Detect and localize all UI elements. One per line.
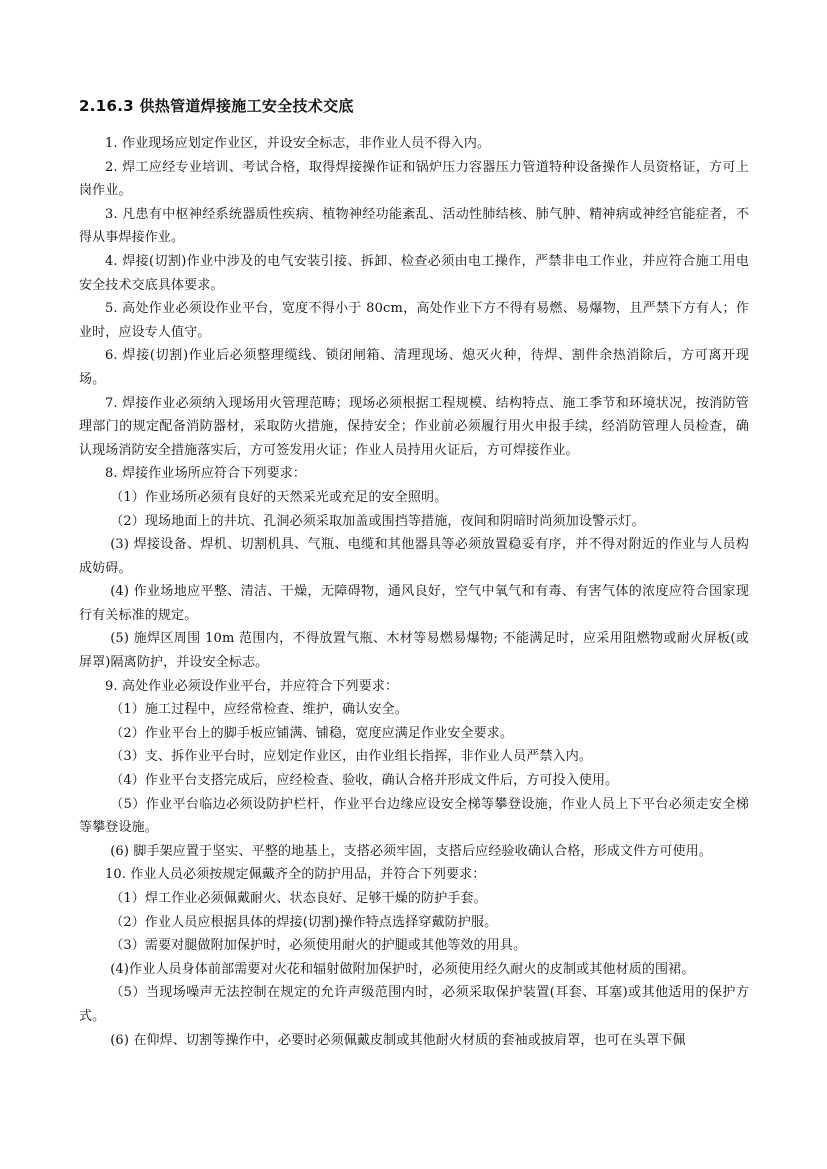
item-9-2: （2）作业平台上的脚手板应铺满、铺稳，宽度应满足作业安全要求。 bbox=[110, 725, 514, 741]
item-7: 7. 焊接作业必须纳入现场用火管理范畴；现场必须根据工程规模、结构特点、施工季节和环境状况，按消防管理部门的规定配备消防器材，采取防火措施，保持安全；作业前必须履行用火申报手续，经消防管理人员检查，确认现场消防安全措施落实后，方可签发用火证；作业人员持用火证后，方可焊接作业。 bbox=[79, 395, 749, 458]
item-10-3: （3）需要对腿做附加保护时，必须使用耐火的护腿或其他等效的用具。 bbox=[110, 938, 527, 954]
item-8-5: (5) 施焊区周围 10m 范围内，不得放置气瓶、木材等易燃易爆物; 不能满足时，应采用阻燃物或耐火屏板(或屏罩)隔离防护，并设安全标志。 bbox=[79, 631, 749, 671]
item-8-4: (4) 作业场地应平整、清洁、干燥，无障碍物，通风良好，空气中氧气和有毒、有害气体的浓度应符合国家现行有关标准的规定。 bbox=[79, 584, 749, 623]
item-10-1: （1）焊工作业必须佩戴耐火、状态良好、足够干燥的防护手套。 bbox=[110, 891, 487, 906]
item-8-3: (3) 焊接设备、焊机、切割机具、气瓶、电缆和其他器具等必须放置稳妥有序，并不得对附近的作业与人员构成妨碍。 bbox=[79, 537, 749, 576]
section-title: 2.16.3 供热管道焊接施工安全技术交底 bbox=[79, 97, 354, 115]
item-5: 5. 高处作业必须设作业平台，宽度不得小于 80cm，高处作业下方不得有易燃、易爆物，且严禁下方有人；作业时，应设专人值守。 bbox=[79, 301, 749, 340]
item-1: 1. 作业现场应划定作业区，并设安全标志，非作业人员不得入内。 bbox=[105, 136, 491, 151]
item-10-6: (6) 在仰焊、切割等操作中，必要时必须佩戴皮制或其他耐火材质的套袖或披肩罩，也可在头罩下佩 bbox=[110, 1032, 686, 1048]
item-9-5: （5）作业平台临边必须设防护栏杆，作业平台边缘应设安全梯等攀登设施，作业人员上下平台必须走安全梯等攀登设施。 bbox=[79, 796, 749, 836]
item-8-2: （2）现场地面上的井坑、孔洞必须采取加盖或围挡等措施，夜间和阴暗时尚须加设警示灯。 bbox=[110, 513, 645, 529]
item-10: 10. 作业人员必须按规定佩戴齐全的防护用品，并符合下列要求： bbox=[105, 867, 486, 883]
item-9-3: （3）支、拆作业平台时，应划定作业区，由作业组长指挥，非作业人员严禁入内。 bbox=[110, 749, 593, 765]
item-9-4: （4）作业平台支搭完成后，应经检查、验收，确认合格并形成文件后，方可投入使用。 bbox=[110, 773, 619, 789]
item-8: 8. 焊接作业场所应符合下列要求： bbox=[105, 466, 307, 482]
item-8-1: （1）作业场所必须有良好的天然采光或充足的安全照明。 bbox=[110, 489, 448, 505]
item-10-4: (4)作业人员身体前部需要对火花和辐射做附加保护时，必须使用经久耐火的皮制或其他材质的围裙。 bbox=[110, 961, 695, 977]
item-10-2: （2）作业人员应根据具体的焊接(切割)操作特点选择穿戴防护服。 bbox=[110, 914, 498, 930]
item-3: 3. 凡患有中枢神经系统器质性疾病、植物神经功能紊乱、活动性肺结核、肺气肿、精神病或神经官能症者，不得从事焊接作业。 bbox=[79, 206, 749, 246]
item-4: 4. 焊接(切割)作业中涉及的电气安装引接、拆卸、检查必须由电工操作，严禁非电工作业，并应符合施工用电安全技术交底具体要求。 bbox=[79, 253, 749, 293]
document-page bbox=[79, 96, 749, 1052]
item-6: 6. 焊接(切割)作业后必须整理缆线、锁闭闸箱、清理现场、熄灭火种，待焊、割件余热消除后，方可离开现场。 bbox=[79, 348, 749, 387]
item-9: 9. 高处作业必须设作业平台，并应符合下列要求： bbox=[105, 678, 399, 694]
item-2: 2. 焊工应经专业培训、考试合格，取得焊接操作证和锅炉压力容器压力管道特种设备操作人员资格证，方可上岗作业。 bbox=[79, 159, 749, 199]
item-9-1: （1）施工过程中，应经常检查、维护，确认安全。 bbox=[110, 702, 408, 718]
item-9-6: (6) 脚手架应置于坚实、平整的地基上，支搭必须牢固，支搭后应经验收确认合格，形成文件方可使用。 bbox=[110, 843, 712, 859]
item-10-5: （5）当现场噪声无法控制在规定的允许声级范围内时，必须采取保护装置(耳套、耳塞)或其他适用的保护方式。 bbox=[79, 985, 749, 1024]
